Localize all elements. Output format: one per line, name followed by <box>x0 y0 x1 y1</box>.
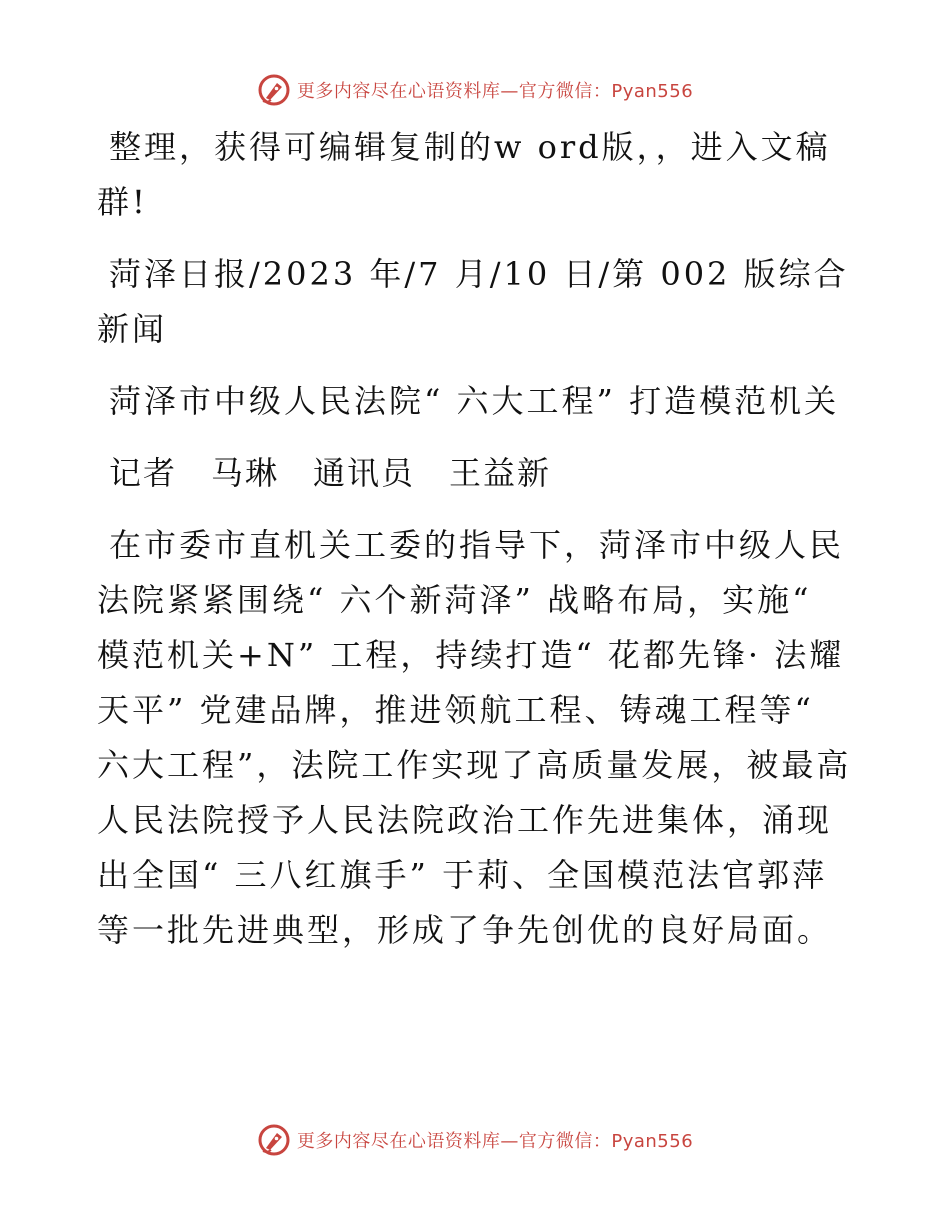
intro-paragraph: 整理，获得可编辑复制的w ord版，，进入文稿群! <box>97 128 831 221</box>
watermark-text: 更多内容尽在心语资料库—官方微信：Pyan556 <box>296 81 694 102</box>
watermark-footer <box>0 1118 950 1162</box>
pen-nib-logo-icon <box>257 1123 291 1157</box>
watermark-header <box>0 68 950 112</box>
document-body <box>97 120 857 975</box>
watermark-text: 更多内容尽在心语资料库—官方微信：Pyan556 <box>296 1131 694 1152</box>
source-line: 菏泽日报/2023 年/7 月/10 日/第 002 版综合新闻 <box>97 255 849 348</box>
pen-nib-logo-icon <box>257 73 291 107</box>
body-paragraph: 在市委市直机关工委的指导下，菏泽市中级人民法院紧紧围绕“ 六个新菏泽” 战略布局，实施“ 模范机关+N” 工程，持续打造“ 花都先锋· 法耀天平” 党建品牌，推进领航工程、铸魂工程等“ 六大工程”，法院工作实现了高质量发展，被最高人民法院授予人民法院政治工作先进集体，涌现出全国“ 三八红旗手” 于莉、全国模范法官郭萍等一批先进典型，形成了争先创优的良好局面。 <box>97 526 852 949</box>
byline: 记者 马琳 通讯员 王益新 <box>109 454 552 492</box>
article-title: 菏泽市中级人民法院“ 六大工程” 打造模范机关 <box>109 382 840 420</box>
